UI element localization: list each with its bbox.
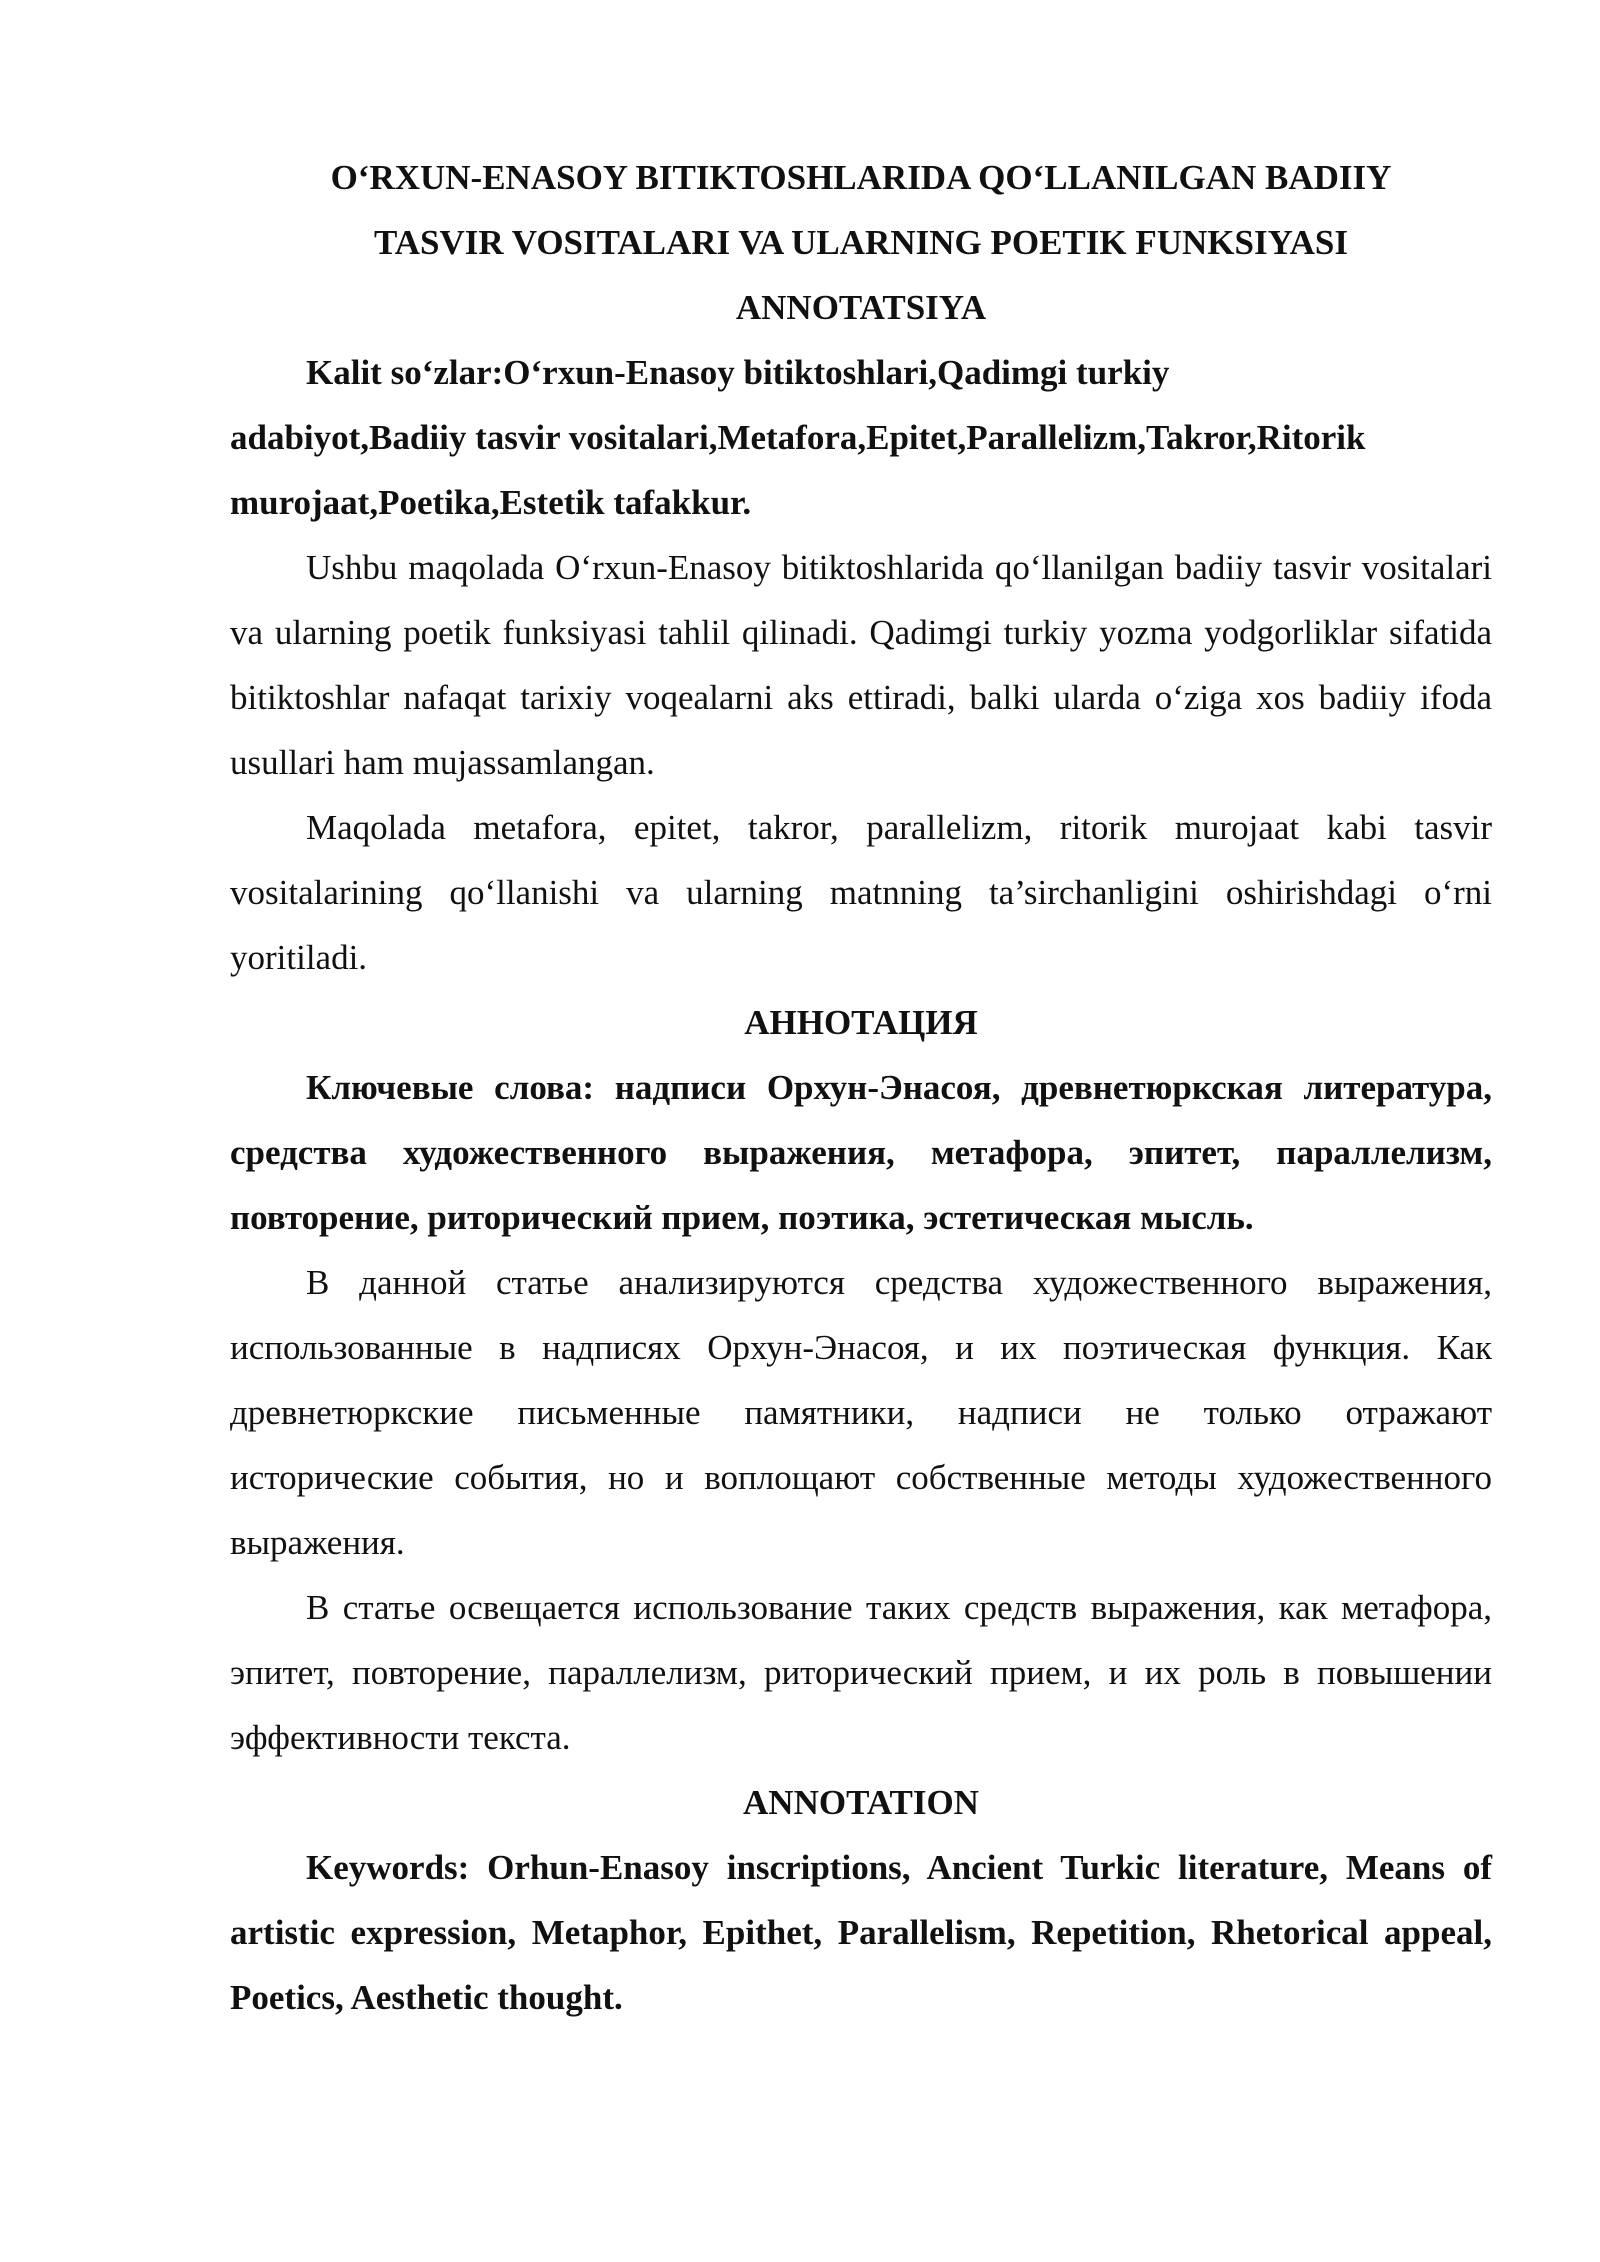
- document-title: [230, 145, 1492, 275]
- uz-keywords-line-3: murojaat,Poetika,Estetik tafakkur.: [230, 483, 752, 522]
- uz-keywords-line-2: adabiyot,Badiiy tasvir vositalari,Metafora,Epitet,Parallelizm,Takror,Ritorik: [230, 418, 1366, 457]
- en-keywords: Keywords: Orhun-Enasoy inscriptions, Ancient Turkic literature, Means of artistic expression, Metaphor, Epithet, Parallelism, Repetition, Rhetorical appeal, Poetics, Aesthetic thought.: [230, 1848, 1492, 2017]
- ru-paragraph-1: В данной статье анализируются средства художественного выражения, использованные в надписях Орхун-Энасоя, и их поэтическая функция. Как древнетюркские письменные памятники, надписи не только отражают исторические события, но и воплощают собственные методы художественного выражения.: [230, 1263, 1492, 1562]
- title-line-1: O‘RXUN-ENASOY BITIKTOSHLARIDA QO‘LLANILGAN BADIIY: [330, 158, 1392, 197]
- en-annotation-heading: ANNOTATION: [743, 1783, 979, 1822]
- ru-keywords: Ключевые слова: надписи Орхун-Энасоя, древнетюркская литература, средства художественного выражения, метафора, эпитет, параллелизм, повторение, риторический прием, поэтика, эстетическая мысль.: [230, 1068, 1492, 1237]
- uz-keywords: [230, 340, 1492, 535]
- uz-paragraph-2: Maqolada metafora, epitet, takror, parallelizm, ritorik murojaat kabi tasvir vositalarining qo‘llanishi va ularning matnning ta’sirchanligini oshirishdagi o‘rni yoritiladi.: [230, 808, 1492, 977]
- document-page: [230, 145, 1492, 2030]
- uz-annotation-heading: ANNOTATSIYA: [735, 288, 987, 327]
- uz-paragraph-1: Ushbu maqolada O‘rxun-Enasoy bitiktoshlarida qo‘llanilgan badiiy tasvir vositalari va ularning poetik funksiyasi tahlil qilinadi. Qadimgi turkiy yozma yodgorliklar sifatida bitiktoshlar nafaqat tarixiy voqealarni aks ettiradi, balki ularda o‘ziga xos badiiy ifoda usullari ham mujassamlangan.: [230, 548, 1492, 782]
- uz-keywords-line-1: Kalit so‘zlar:O‘rxun-Enasoy bitiktoshlari,Qadimgi turkiy: [306, 353, 1170, 392]
- ru-annotation-heading: АННОТАЦИЯ: [744, 1003, 978, 1042]
- ru-paragraph-2: В статье освещается использование таких средств выражения, как метафора, эпитет, повторение, параллелизм, риторический прием, и их роль в повышении эффективности текста.: [230, 1588, 1492, 1757]
- title-line-2: TASVIR VOSITALARI VA ULARNING POETIK FUNKSIYASI: [373, 223, 1349, 262]
